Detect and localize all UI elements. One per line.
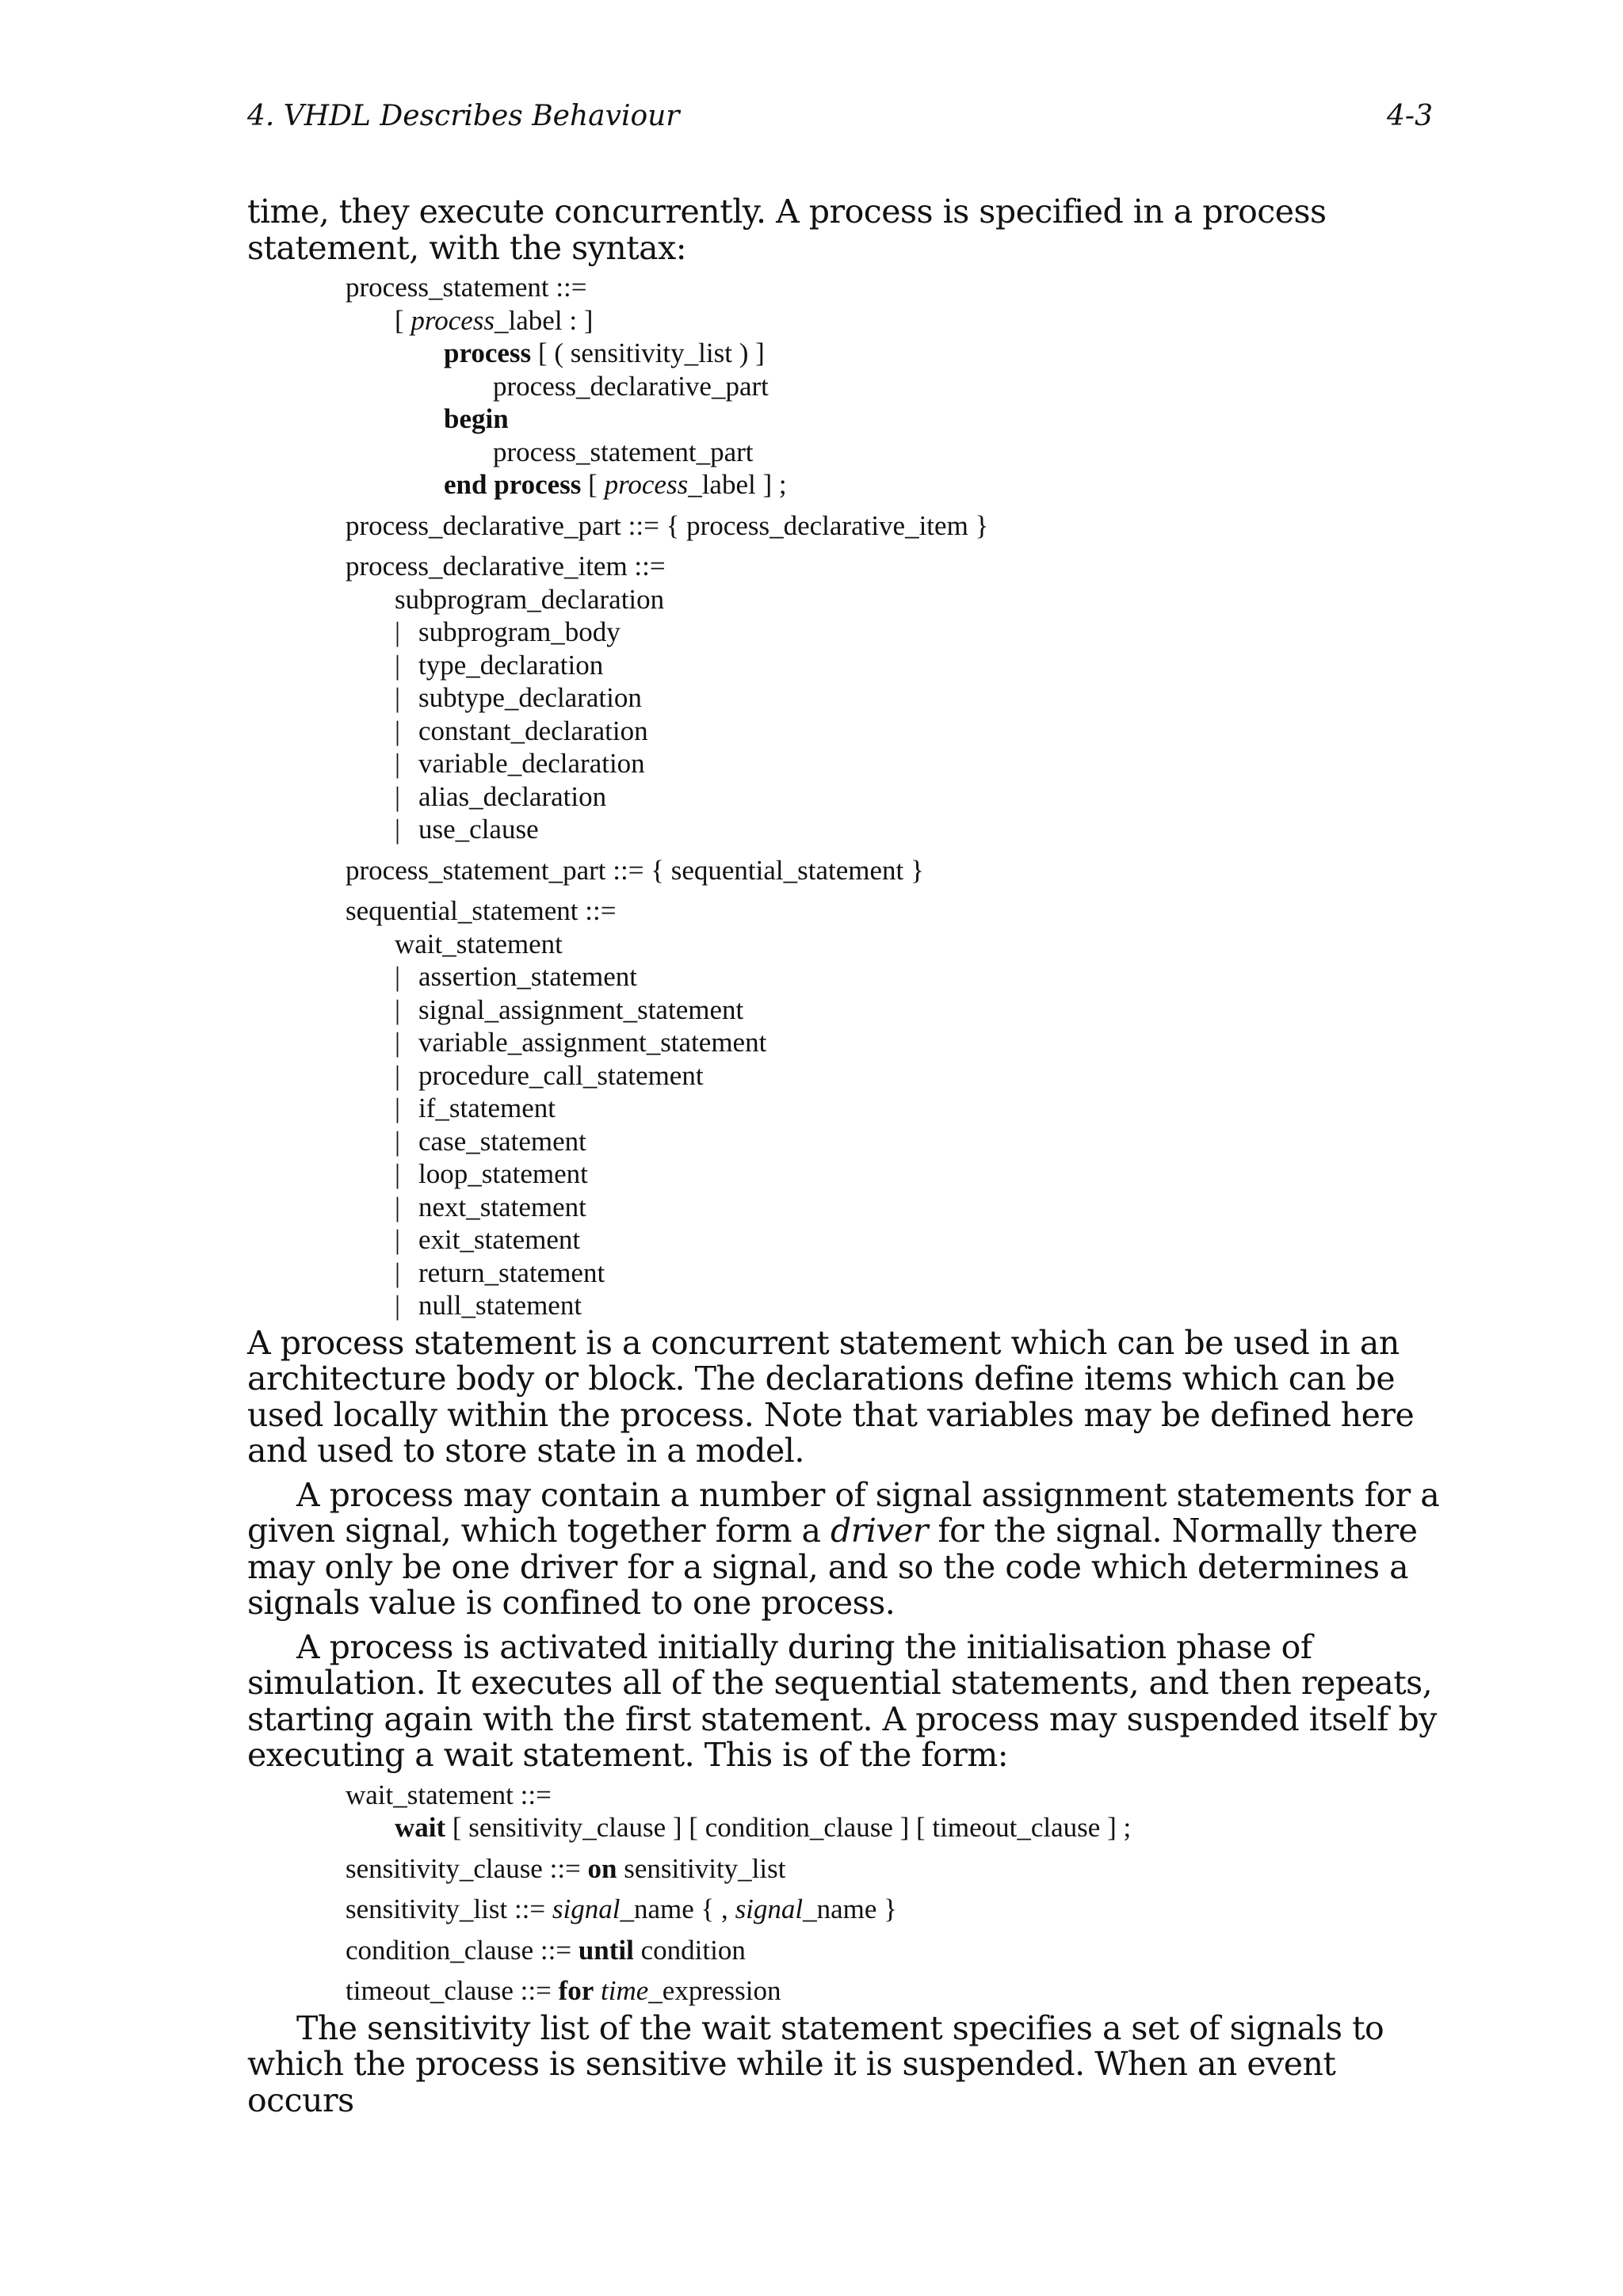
paragraph-continuation: time, they execute concurrently. A process is specified in a process statement, with the syntax: (247, 193, 1327, 267)
alternative-bar: | (395, 682, 401, 713)
alternative-bar: | (395, 748, 401, 779)
rule-condition-clause: condition_clause ::= until condition (346, 1934, 746, 1966)
rule-wait-statement: wait_statement ::= wait [ sensitivity_clause ] [ condition_clause ] [ timeout_clause ] ; (346, 1779, 1132, 1843)
sequential-statement-alternative (346, 1092, 1444, 1125)
alternative-bar: | (395, 1027, 401, 1058)
paragraph-activation: A process is activated initially during the initialisation phase of simulation. It executes all of the sequential statements, and then repeats, starting again with the first statement. A process may suspended itself by executing a wait statement. This is of the form: (247, 1627, 1437, 1774)
declarative-item-alternative (346, 780, 1444, 814)
alternative-text: exit_statement (418, 1224, 581, 1255)
alternative-bar: | (395, 649, 401, 681)
alternative-bar: | (395, 1191, 401, 1222)
sequential-statement-alternative (346, 994, 1444, 1027)
alternative-text: if_statement (418, 1093, 556, 1123)
sequential-statement-alternative (346, 1223, 1444, 1257)
alternative-text: alias_declaration (418, 780, 607, 812)
alternative-text: null_statement (418, 1290, 582, 1321)
alternative-text: loop_statement (418, 1158, 588, 1189)
alternative-bar: | (395, 1158, 401, 1189)
paragraph-sensitivity: The sensitivity list of the wait statement specifies a set of signals to which the process is sensitive while it is suspended. When an event occurs (247, 2008, 1384, 2119)
alternative-text: next_statement (418, 1191, 586, 1222)
declarative-item-alternative (346, 681, 1444, 715)
rule-sensitivity-clause: sensitivity_clause ::= on sensitivity_list (346, 1852, 786, 1884)
rule-sequential-statement: sequential_statement ::= wait_statement | assertion_statement | signal_assignment_statement | variable_assignment_statement | procedure_call_statement | if_statement | case_statement | loop_statement | next_statement | exit_statement | return_statement | null_statement (346, 894, 1444, 1322)
alternative-bar: | (395, 1093, 401, 1123)
declarative-item-alternative (346, 649, 1444, 682)
alternative-bar: | (395, 994, 401, 1025)
page-body (247, 194, 1444, 2119)
alternative-bar: | (395, 1224, 401, 1255)
sequential-statement-alternative (346, 960, 1444, 994)
page-number: 4-3 (1387, 100, 1433, 132)
sequential-statement-alternative (346, 1026, 1444, 1059)
sequential-statement-alternative (346, 1289, 1444, 1322)
alternative-bar: | (395, 961, 401, 992)
running-header (247, 97, 1433, 136)
paragraph-process-statement: A process statement is a concurrent statement which can be used in an architecture body or block. The declarations define items which can be used locally within the process. Note that variables may be defined here and used to store state in a model. (247, 1323, 1415, 1470)
rule-process-statement: process_statement ::= [ process_label : ] process [ ( sensitivity_list ) ] process_declarative_part begin process_statement_part end process [ process_label ] ; (346, 272, 787, 500)
alternative-text: use_clause (418, 814, 539, 845)
rule-sensitivity-list: sensitivity_list ::= signal_name { , signal_name } (346, 1894, 897, 1924)
rule-process-statement-part: process_statement_part ::= { sequential_statement } (346, 854, 924, 886)
alternative-bar: | (395, 780, 401, 812)
alternative-bar: | (395, 715, 401, 746)
declarative-item-alternative (346, 747, 1444, 780)
process-statement-syntax (346, 271, 1444, 1322)
alternative-bar: | (395, 1125, 401, 1157)
sequential-statement-alternative (346, 1158, 1444, 1191)
alternative-text: variable_assignment_statement (418, 1027, 767, 1058)
sequential-statement-alternative (346, 1257, 1444, 1290)
alternative-bar: | (395, 1257, 401, 1288)
alternative-text: return_statement (418, 1257, 605, 1288)
declarative-item-alternative (346, 813, 1444, 846)
alternative-text: subprogram_body (418, 616, 621, 647)
alternative-bar: | (395, 1290, 401, 1321)
rule-process-declarative-item: process_declarative_item ::= subprogram_declaration | subprogram_body | type_declaration | subtype_declaration | constant_declaration | variable_declaration | alias_declaration | use_clause (346, 550, 1444, 846)
alternative-text: type_declaration (418, 649, 604, 681)
sequential-statement-alternative (346, 1125, 1444, 1158)
alternative-bar: | (395, 1059, 401, 1091)
chapter-title: 4. VHDL Describes Behaviour (247, 100, 680, 132)
alternative-text: assertion_statement (418, 961, 638, 992)
wait-statement-syntax (346, 1779, 1444, 2008)
alternative-text: constant_declaration (418, 715, 648, 746)
alternative-text: case_statement (418, 1125, 586, 1157)
alternative-bar: | (395, 616, 401, 647)
alternative-bar: | (395, 814, 401, 845)
rule-process-declarative-part: process_declarative_part ::= { process_declarative_item } (346, 509, 989, 541)
sequential-statement-alternatives (346, 960, 1444, 1322)
paragraph-driver: A process may contain a number of signal assignment statements for a given signal, which together form a driver for the signal. Normally there may only be one driver for a signal, and so the code which determines a signals value is confined to one process. (247, 1475, 1440, 1622)
alternative-text: subtype_declaration (418, 682, 642, 713)
alternative-text: procedure_call_statement (418, 1059, 704, 1091)
alternative-text: signal_assignment_statement (418, 994, 744, 1025)
rule-timeout-clause: timeout_clause ::= for time_expression (346, 1975, 781, 2006)
declarative-item-alternative (346, 616, 1444, 649)
declarative-item-alternatives (346, 616, 1444, 846)
sequential-statement-alternative (346, 1059, 1444, 1093)
declarative-item-alternative (346, 715, 1444, 748)
alternative-text: variable_declaration (418, 748, 645, 779)
sequential-statement-alternative (346, 1191, 1444, 1224)
